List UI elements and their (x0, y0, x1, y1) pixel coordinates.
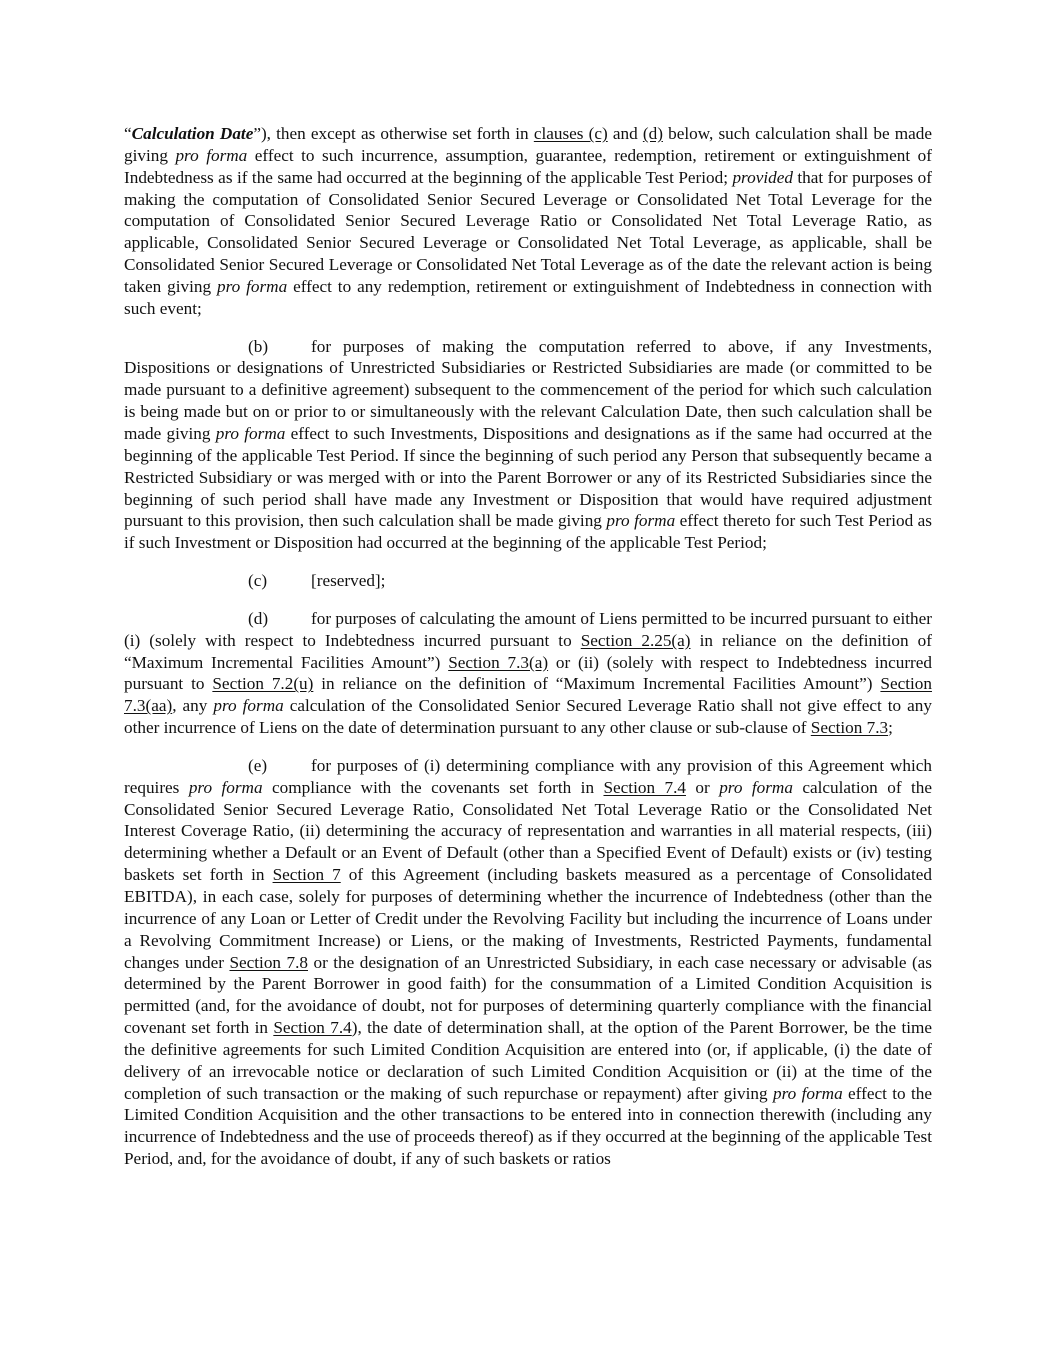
emphasis: pro forma (188, 777, 263, 797)
clause-marker: (c) (248, 571, 268, 591)
text: effect to any redemption, retirement or extinguishment of Indebtedness in connection with such event; (124, 276, 932, 318)
cross-reference-link[interactable]: Section 7.4 (603, 777, 686, 797)
text: for purposes of calculating the amount of Liens permitted to be incurred pursuant to either (i) (solely with respect to Indebtedness incurred pursuant to (124, 608, 932, 650)
clause-e (124, 755, 932, 1170)
emphasis: pro forma (215, 423, 286, 443)
text: for purposes of making the computation referred to above, if any Investments, Dispositions or designations of Unrestricted Subsidiaries or Restricted Subsidiaries are made (or committed to be made pursuant to a definitive agreement) subsequent to the commencement of the period for which such calculation is being made but on or prior to or simultaneously with the relevant Calculation Date, then such calculation shall be made giving (124, 336, 932, 443)
text: “ (124, 124, 132, 143)
text: calculation of the Consolidated Senior Secured Leverage Ratio, Consolidated Net Total Leverage Ratio or the Consolidated Net Interest Coverage Ratio, (ii) determining the accuracy of representation and warranties in all material respects, (iii) determining whether a Default or an Event of Default (other than a Specified Event of Default) exists or (iv) testing baskets set forth in (124, 777, 932, 885)
cross-reference-link[interactable]: Section 7.3 (810, 718, 889, 738)
text: that for purposes of making the computation of Consolidated Senior Secured Leverage or Consolidated Net Total Leverage for the computation of Consolidated Senior Secured Leverage Ratio or Consolidated Net Total Leverage Ratio, as applicable, Consolidated Senior Secured Leverage or Consolidated Net Total Leverage, as applicable, shall be Consolidated Senior Secured Leverage or Consolidated Net Total Leverage as of the date the relevant action is being taken giving (124, 167, 932, 296)
emphasis: pro forma (175, 145, 248, 165)
cross-reference-link[interactable]: clauses (c) (533, 124, 608, 143)
emphasis: pro forma (719, 777, 793, 797)
text: effect to such Investments, Dispositions and designations as if the same had occurred at the beginning of the applicable Test Period. If since the beginning of such period any Person that subsequently became a Restricted Subsidiary or was merged with or into the Parent Borrower or any of its Restricted Subsidiaries since the beginning of such period shall have made any Investment or Disposition that would have required adjustment pursuant to this provision, then such calculation shall be made giving (124, 423, 932, 531)
cross-reference-link[interactable]: Section 2.25(a) (580, 630, 691, 650)
cross-reference-link[interactable]: Section 7.2(u) (212, 674, 314, 694)
text: in reliance on the definition of “Maximum Incremental Facilities Amount”) (313, 674, 881, 694)
cross-reference-link[interactable]: Section 7 (272, 865, 341, 885)
text: or (685, 777, 720, 797)
text: effect to such incurrence, assumption, guarantee, redemption, retirement or extinguishment of Indebtedness as if the same had occurred at the beginning of the applicable Test Period; (124, 145, 932, 187)
text: or (ii) (solely with respect to Indebtedness incurred pursuant to (124, 652, 933, 694)
emphasis: pro forma (216, 276, 288, 296)
text: or the designation of an Unrestricted Subsidiary, in each case necessary or advisable (as determined by the Parent Borrower in good faith) for the consummation of a Limited Condition Acquisition is permitted (and, for the avoidance of doubt, not for purposes of determining quarterly compliance with the financial covenant set forth in (124, 952, 932, 1038)
clause-d (124, 608, 932, 739)
text: compliance with the covenants set forth in (262, 777, 604, 797)
clause-marker: (b) (248, 336, 269, 356)
text: for purposes of (i) determining compliance with any provision of this Agreement which requires (124, 755, 932, 797)
clause-b (124, 336, 932, 554)
emphasis: pro forma (772, 1083, 843, 1103)
clause-marker: (d) (248, 608, 269, 628)
text: in reliance on the definition of “Maximum Incremental Facilities Amount”) (124, 630, 932, 672)
cross-reference-link[interactable]: Section 7.3(a) (448, 652, 549, 672)
text: ”), then except as otherwise set forth in (253, 124, 534, 143)
emphasis: pro forma (213, 696, 284, 716)
text: , any (172, 696, 214, 716)
text: effect thereto for such Test Period as if such Investment or Disposition had occurred at the beginning of the applicable Test Period; (124, 511, 932, 553)
emphasis: provided (732, 167, 793, 187)
text: ), the date of determination shall, at the option of the Parent Borrower, be the time the definitive agreements for such Limited Condition Acquisition are entered into (or, if applicable, (i) the date of delivery of an irrevocable notice or declaration of such Limited Condition Acquisition or (ii) at the time of the completion of such transaction or the making of such repurchase or repayment) after giving (124, 1018, 932, 1103)
text: [reserved]; (311, 571, 386, 591)
cross-reference-link[interactable]: Section 7.4 (273, 1018, 352, 1038)
text: of this Agreement (including baskets measured as a percentage of Consolidated EBITDA), in each case, solely for purposes of determining whether the incurrence of Indebtedness (other than the incurrence of any Loan or Letter of Credit under the Revolving Facility but including the incurrence of Loans under a Revolving Commitment Increase) or Liens, or the making of Investments, Restricted Payments, fundamental changes under (124, 865, 932, 972)
clause-marker: (e) (248, 755, 268, 775)
text: effect to the Limited Condition Acquisition and the other transactions to be entered into in connection therewith (including any incurrence of Indebtedness and the use of proceeds thereof) as if they occurred at the beginning of the applicable Test Period, and, for the avoidance of doubt, if any of such baskets or ratios (124, 1083, 932, 1169)
emphasis: pro forma (606, 511, 676, 531)
paragraph-calculation-date (124, 123, 932, 320)
text: and (607, 124, 643, 143)
defined-term: Calculation Date (131, 124, 254, 143)
text: calculation of the Consolidated Senior Secured Leverage Ratio shall not give effect to any other incurrence of Liens on the date of determination pursuant to any other clause or sub-clause of (124, 696, 932, 738)
document-page (124, 123, 932, 1170)
clause-c (124, 570, 932, 592)
cross-reference-link[interactable]: (d) (642, 124, 663, 143)
cross-reference-link[interactable]: Section 7.8 (229, 952, 308, 972)
text: ; (888, 718, 893, 738)
cross-reference-link[interactable]: Section 7.3(aa) (124, 674, 932, 716)
text: below, such calculation shall be made giving (124, 124, 932, 165)
